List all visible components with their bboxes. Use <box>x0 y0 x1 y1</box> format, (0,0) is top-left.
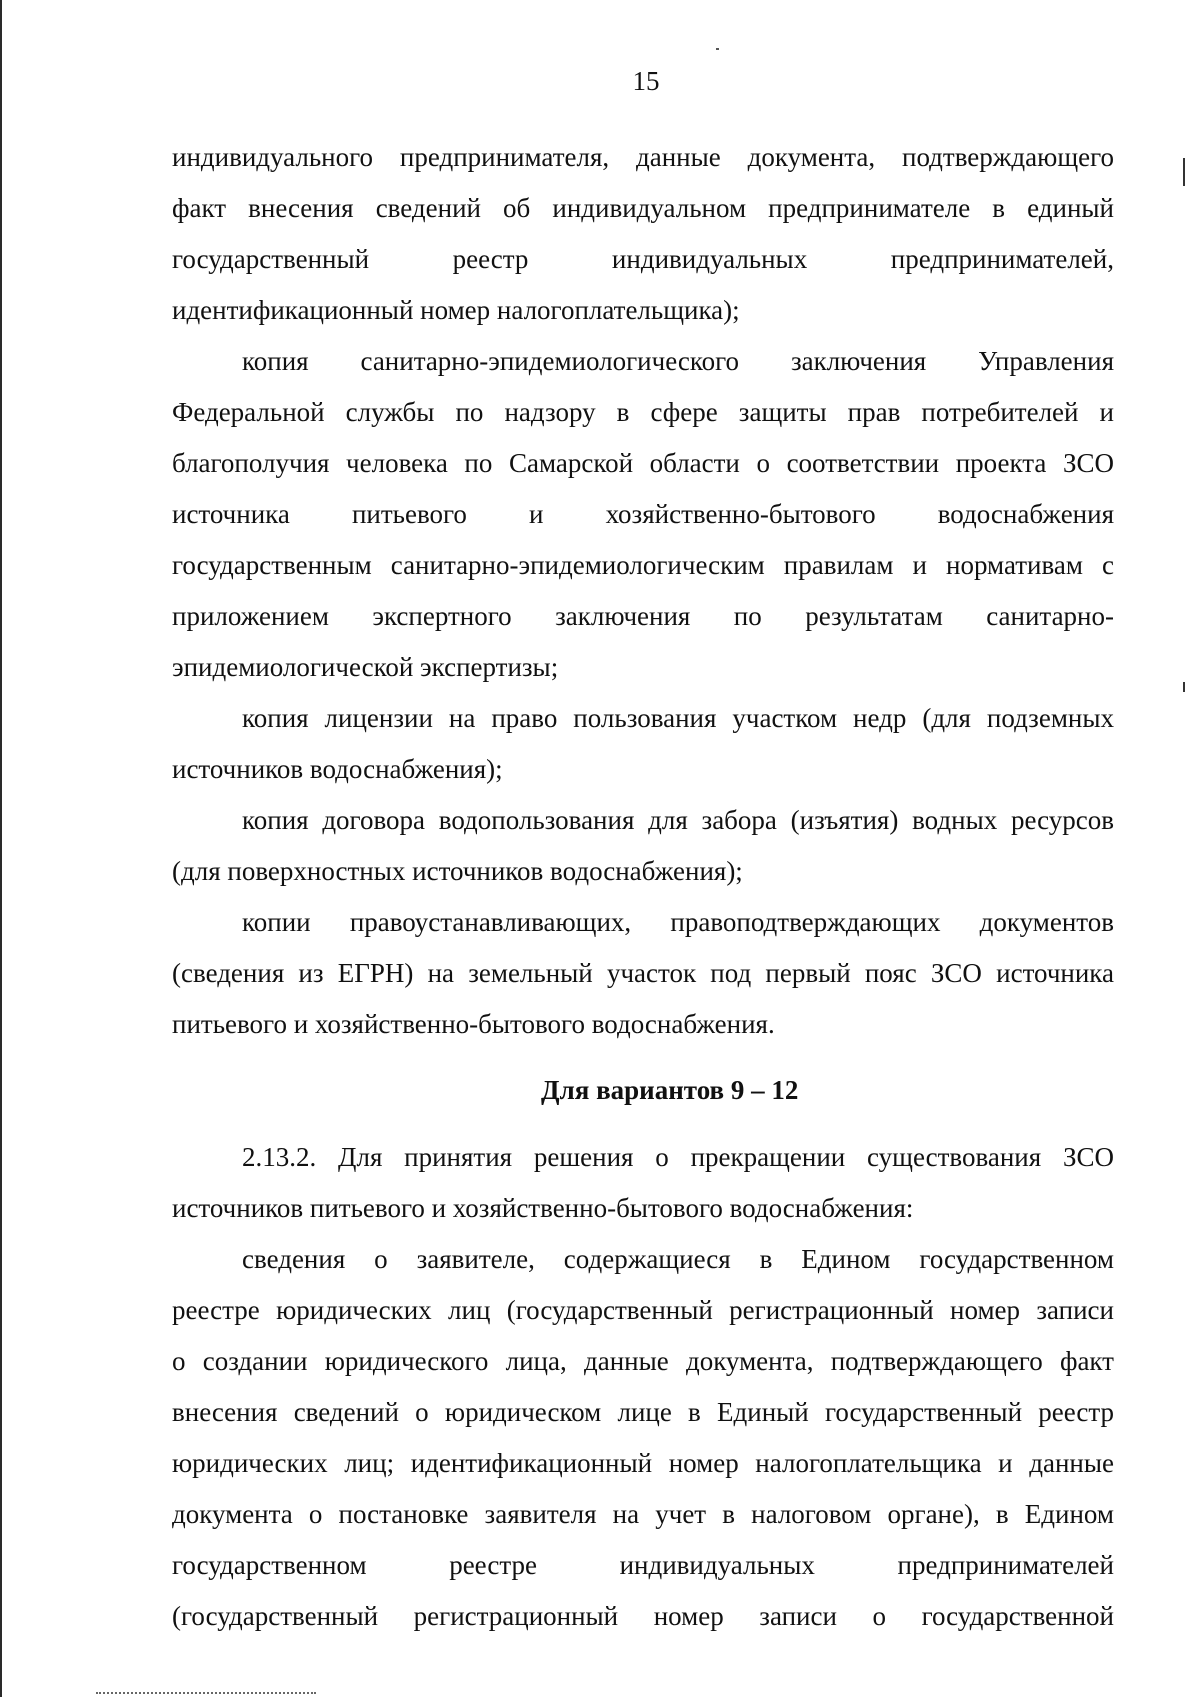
body-line: приложением экспертного заключения по результатам санитарно- <box>172 601 1114 631</box>
body-line: внесения сведений о юридическом лице в Единый государственный реестр <box>172 1397 1114 1427</box>
body-line: Федеральной службы по надзору в сфере защиты прав потребителей и <box>172 397 1114 427</box>
body-line: благополучия человека по Самарской области о соответствии проекта ЗСО <box>172 448 1114 478</box>
body-line: (сведения из ЕГРН) на земельный участок под первый пояс ЗСО источника <box>172 958 1114 988</box>
body-line: факт внесения сведений об индивидуальном предпринимателе в единый <box>172 193 1114 223</box>
body-line: (государственный регистрационный номер записи о государственной <box>172 1601 1114 1631</box>
scan-speck <box>716 48 719 50</box>
body-line: юридических лиц; идентификационный номер налогоплательщика и данные <box>172 1448 1114 1478</box>
scan-edge-mark <box>1183 158 1185 186</box>
body-line: питьевого и хозяйственно-бытового водоснабжения. <box>172 1009 775 1039</box>
body-line: копии правоустанавливающих, правоподтверждающих документов <box>242 907 1114 937</box>
body-line: эпидемиологической экспертизы; <box>172 652 559 682</box>
scan-bottom-dots <box>96 1692 316 1694</box>
body-line: копия лицензии на право пользования участком недр (для подземных <box>242 703 1114 733</box>
body-line: государственном реестре индивидуальных предпринимателей <box>172 1550 1114 1580</box>
body-line: сведения о заявителе, содержащиеся в Едином государственном <box>242 1244 1114 1274</box>
body-line: документа о постановке заявителя на учет в налоговом органе), в Едином <box>172 1499 1114 1529</box>
body-line: 2.13.2. Для принятия решения о прекращении существования ЗСО <box>242 1142 1114 1172</box>
body-line: индивидуального предпринимателя, данные документа, подтверждающего <box>172 142 1114 172</box>
body-line: государственный реестр индивидуальных предпринимателей, <box>172 244 1114 274</box>
body-line: источников питьевого и хозяйственно-бытового водоснабжения: <box>172 1193 914 1223</box>
document-body <box>172 132 1114 1642</box>
body-line: о создании юридического лица, данные документа, подтверждающего факт <box>172 1346 1114 1376</box>
body-line: (для поверхностных источников водоснабжения); <box>172 856 743 886</box>
body-line: копия договора водопользования для забора (изъятия) водных ресурсов <box>242 805 1114 835</box>
section-heading: Для вариантов 9 – 12 <box>541 1075 799 1105</box>
body-line: источников водоснабжения); <box>172 754 503 784</box>
page-number: 15 <box>632 66 660 96</box>
body-line: идентификационный номер налогоплательщика); <box>172 295 740 325</box>
body-line: государственным санитарно-эпидемиологическим правилам и нормативам с <box>172 550 1114 580</box>
body-line: копия санитарно-эпидемиологического заключения Управления <box>242 346 1114 376</box>
scan-edge-mark <box>1183 682 1185 692</box>
scan-left-edge <box>0 0 2 1697</box>
body-line: источника питьевого и хозяйственно-бытового водоснабжения <box>172 499 1114 529</box>
body-line: реестре юридических лиц (государственный регистрационный номер записи <box>172 1295 1114 1325</box>
